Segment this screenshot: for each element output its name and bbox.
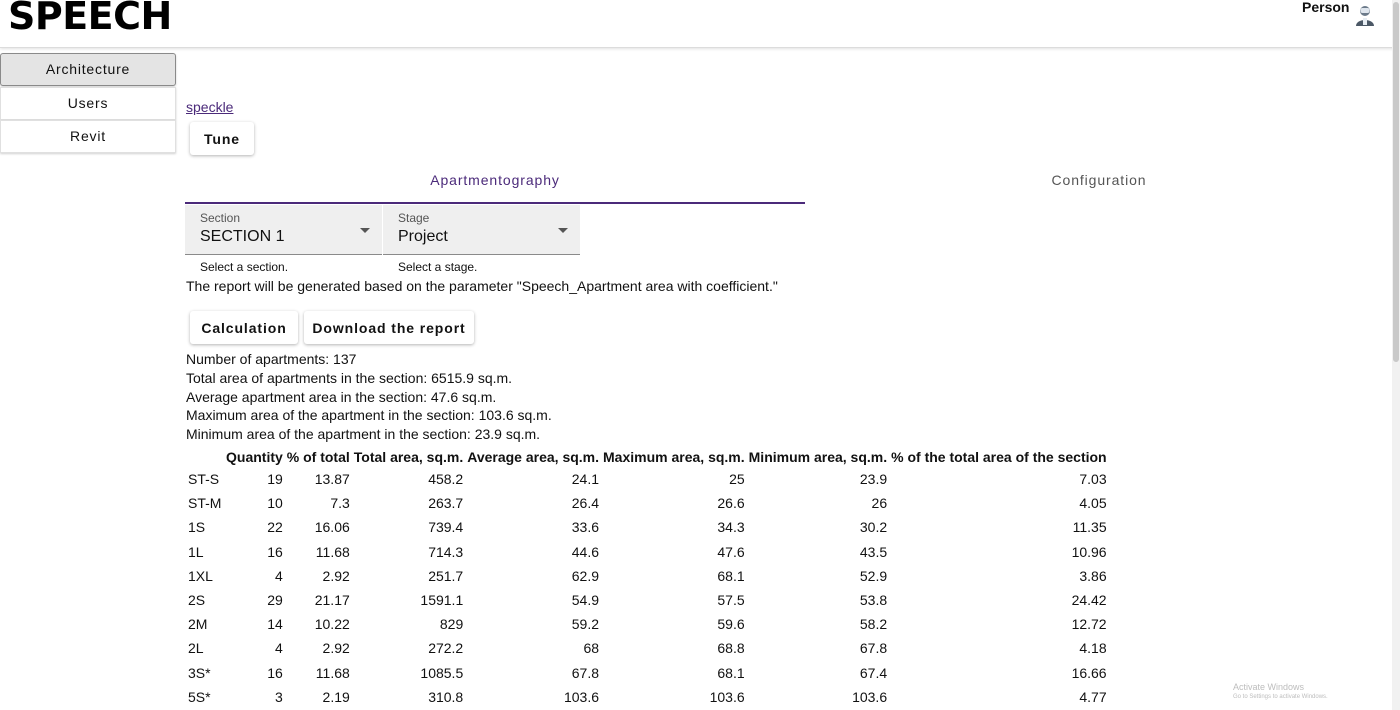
table-cell: 26 [871,495,888,512]
table-cell: 22 [267,519,283,536]
table-cell: 54.9 [571,592,600,609]
table-row [186,588,1109,612]
row-label: 5S* [188,688,211,705]
user-avatar-icon[interactable] [1354,4,1376,26]
table-cell: 103.6 [852,688,888,705]
app-title: SPEECH [8,0,172,38]
column-header [186,446,224,467]
section-select[interactable] [185,205,382,255]
table-cell: 34.3 [717,519,745,536]
table-cell: 33.6 [571,519,600,536]
table-cell: 829 [439,616,464,633]
table-cell: 24.1 [571,471,600,488]
table-cell: 68.1 [717,664,745,681]
row-label: 2S [188,592,206,609]
table-cell: 16.06 [314,519,350,536]
table-cell: 1085.5 [420,664,464,681]
row-label: 2L [188,640,204,657]
stage-select-label: Stage [398,211,430,225]
column-header: Average area, sq.m. [467,448,600,465]
table-cell: 103.6 [709,688,745,705]
section-select-label: Section [200,211,241,225]
table-header-row [186,446,1109,467]
column-header: Maximum area, sq.m. [603,448,745,465]
table-cell: 2.92 [322,640,350,657]
section-select-value: SECTION 1 [200,228,285,245]
table-body [186,467,1109,709]
table-cell: 3.86 [1079,567,1107,584]
row-label: 3S* [188,664,211,681]
table-row [186,467,1109,491]
table-cell: 29 [267,592,283,609]
table-cell: 58.2 [859,616,888,633]
table-cell: 16.66 [1071,664,1107,681]
stage-hint: Select a stage. [398,260,478,274]
summary-line: Number of apartments: 137 [186,351,357,367]
activate-windows-watermark [1233,682,1328,702]
table-cell: 4.77 [1079,688,1107,705]
table-cell: 310.8 [428,688,464,705]
table-cell: 67.8 [859,640,888,657]
table-cell: 19 [267,471,283,488]
scrollbar-thumb[interactable] [1393,2,1399,362]
table-cell: 739.4 [428,519,464,536]
summary [186,350,552,444]
table-cell: 43.5 [859,543,888,560]
table-cell: 68 [583,640,600,657]
table-cell: 103.6 [563,688,600,705]
table-cell: 53.8 [859,592,888,609]
table-cell: 24.42 [1071,592,1107,609]
table-cell: 16 [267,664,283,681]
table-row [186,612,1109,636]
table-cell: 714.3 [428,543,464,560]
column-header: % of total [286,448,350,465]
table-cell: 13.87 [314,471,350,488]
table-cell: 3 [274,688,283,705]
column-header: % of the total area of the section [891,448,1107,465]
stage-select[interactable] [383,205,580,255]
section-hint: Select a section. [200,260,289,274]
table-cell: 251.7 [428,567,464,584]
tune-button[interactable]: Tune [190,122,254,155]
caret-down-icon [360,228,370,233]
table-row [186,515,1109,539]
table-cell: 67.4 [859,664,888,681]
table-row [186,685,1109,709]
table-cell: 7.03 [1079,471,1107,488]
table-cell: 263.7 [428,495,464,512]
table-cell: 2.92 [322,567,350,584]
table-cell: 68.8 [717,640,745,657]
app-header [0,0,1400,48]
summary-line: Average apartment area in the section: 47.6 sq.m. [186,388,497,405]
table-cell: 57.5 [717,592,745,609]
table-cell: 26.6 [717,495,745,512]
tab-apartmentography[interactable]: Apartmentography [185,172,805,204]
watermark-subtitle: Go to Settings to activate Windows. [1233,694,1328,700]
table-cell: 44.6 [571,543,600,560]
table-row [186,540,1109,564]
table-cell: 47.6 [717,543,745,560]
table-cell: 272.2 [428,640,464,657]
sidebar-item-users[interactable]: Users [0,87,176,120]
table-row [186,661,1109,685]
table-cell: 11.35 [1072,519,1107,536]
table-cell: 23.9 [859,471,888,488]
table-cell: 30.2 [859,519,888,536]
row-label: ST-M [188,495,222,512]
row-label: 2M [188,616,208,633]
table-row [186,491,1109,515]
row-label: 1L [188,543,204,560]
table-cell: 4 [274,640,283,657]
table-cell: 4.18 [1079,640,1107,657]
table-cell: 458.2 [428,471,464,488]
caret-down-icon [558,228,568,233]
summary-line: Total area of apartments in the section: 6515.9 sq.m. [186,369,513,386]
report-note: The report will be generated based on the parameter "Speech_Apartment area with coefficient." [186,278,778,294]
watermark-title: Activate Windows [1233,682,1305,692]
column-header: Quantity [226,448,283,465]
table-row [186,564,1109,588]
table-cell: 68.1 [717,567,745,584]
row-label: 1S [188,519,206,536]
row-label: 1XL [188,567,213,584]
summary-line: Minimum area of the apartment in the section: 23.9 sq.m. [186,426,541,443]
table-cell: 2.19 [322,688,350,705]
table-cell: 59.2 [571,616,600,633]
scrollbar[interactable] [1392,0,1400,710]
table-cell: 1591.1 [420,592,464,609]
table-cell: 62.9 [571,567,600,584]
table-row [186,636,1109,660]
table-cell: 25 [729,471,745,488]
calculation-button[interactable]: Calculation [190,311,298,344]
table-cell: 59.6 [717,616,745,633]
table-cell: 26.4 [571,495,600,512]
tab-configuration[interactable]: Configuration [1051,172,1147,188]
sidebar-item-architecture[interactable]: Architecture [0,53,176,86]
table-cell: 10.22 [314,616,350,633]
column-header: Total area, sq.m. [353,448,464,465]
summary-line: Maximum area of the apartment in the section: 103.6 sq.m. [186,407,552,424]
row-label: ST-S [188,471,220,488]
download-report-button[interactable]: Download the report [304,311,474,344]
apartment-table [186,446,1109,709]
table-cell: 67.8 [571,664,600,681]
table-cell: 52.9 [859,567,888,584]
sidebar-item-revit[interactable]: Revit [0,120,176,153]
table-cell: 21.17 [314,592,350,609]
table-cell: 16 [267,543,283,560]
column-header: Minimum area, sq.m. [748,448,888,465]
table-cell: 10.96 [1071,543,1107,560]
table-cell: 11.68 [315,664,350,681]
table-cell: 11.68 [315,543,350,560]
table-cell: 7.3 [330,495,350,512]
table-cell: 4.05 [1079,495,1107,512]
table-cell: 10 [267,495,283,512]
table-cell: 12.72 [1071,616,1107,633]
user-name[interactable]: Person [1302,0,1350,15]
speckle-link[interactable]: speckle [186,99,234,115]
table-cell: 4 [274,567,283,584]
table-cell: 14 [267,616,283,633]
stage-select-value: Project [398,228,448,245]
